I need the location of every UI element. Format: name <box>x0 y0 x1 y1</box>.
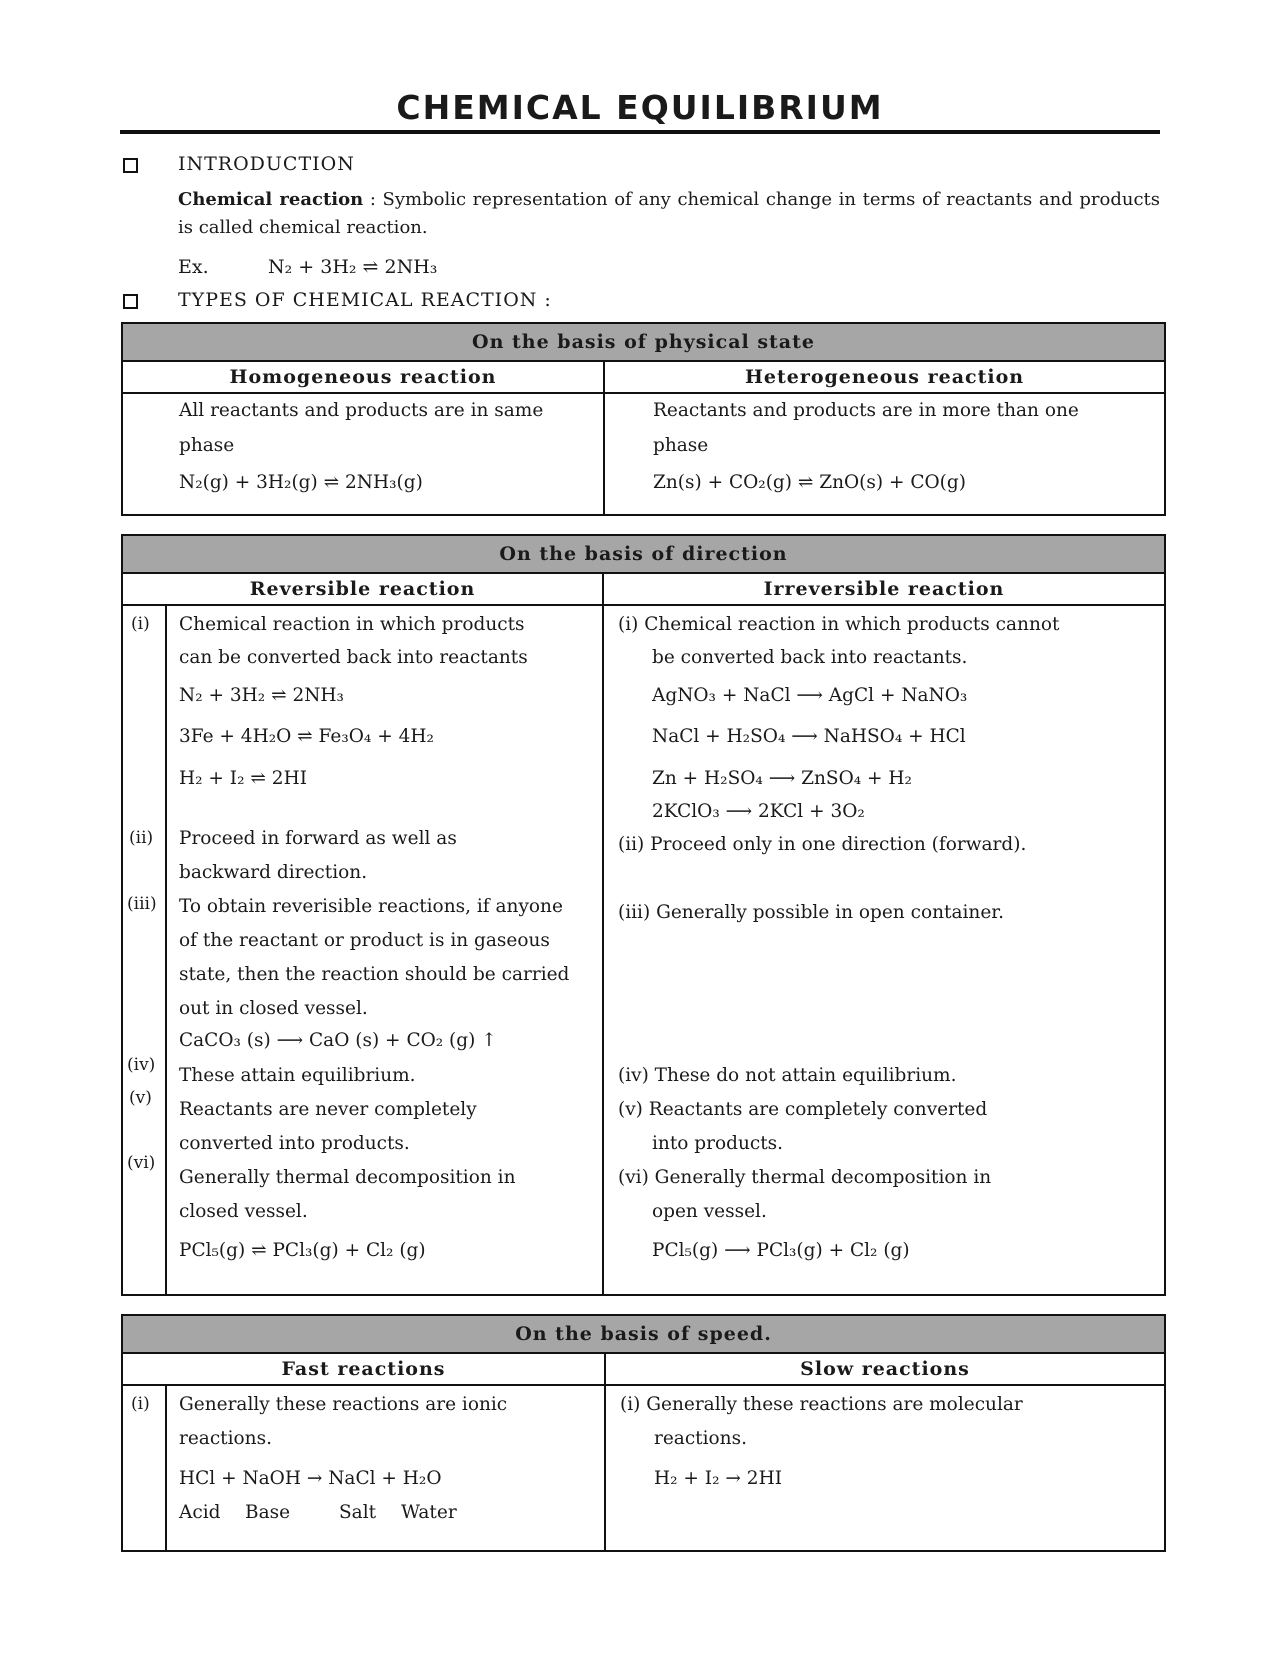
reversible-line: state, then the reaction should be carried <box>179 964 570 985</box>
roman-numeral: (ii) <box>129 828 154 848</box>
slow-line: reactions. <box>654 1428 747 1449</box>
irreversible-equation: AgNO₃ + NaCl ⟶ AgCl + NaNO₃ <box>652 685 968 706</box>
homogeneous-cell <box>122 393 604 515</box>
roman-numeral: (i) <box>131 614 150 634</box>
slow-line: (i) Generally these reactions are molecular <box>620 1394 1023 1415</box>
heterogeneous-cell <box>604 393 1165 515</box>
fast-header: Fast reactions <box>122 1353 605 1385</box>
irreversible-line: (vi) Generally thermal decomposition in <box>618 1167 992 1188</box>
irreversible-line: open vessel. <box>652 1201 767 1222</box>
species-label-water: Water <box>401 1502 457 1523</box>
direction-table <box>121 534 1166 1296</box>
irreversible-equation: Zn + H₂SO₄ ⟶ ZnSO₄ + H₂ <box>652 768 912 789</box>
reversible-line: of the reactant or product is in gaseous <box>179 930 550 951</box>
physical-state-band: On the basis of physical state <box>122 323 1165 361</box>
irreversible-equation: 2KClO₃ ⟶ 2KCl + 3O₂ <box>652 801 865 822</box>
irreversible-line: (ii) Proceed only in one direction (forward). <box>618 834 1027 855</box>
reversible-line: converted into products. <box>179 1133 410 1154</box>
physical-state-table <box>121 322 1166 516</box>
species-label-salt: Salt <box>339 1502 377 1523</box>
reversible-line: Reactants are never completely <box>179 1099 477 1120</box>
reversible-roman-column <box>122 605 166 1295</box>
reversible-equation: H₂ + I₂ ⇌ 2HI <box>179 768 308 789</box>
reversible-line: closed vessel. <box>179 1201 308 1222</box>
checkbox-bullet-icon <box>123 158 138 173</box>
homogeneous-equation: N₂(g) + 3H₂(g) ⇌ 2NH₃(g) <box>179 472 423 493</box>
roman-numeral: (iv) <box>127 1055 156 1075</box>
irreversible-header: Irreversible reaction <box>603 573 1165 605</box>
checkbox-bullet-icon <box>123 294 138 309</box>
irreversible-equation: PCl₅(g) ⟶ PCl₃(g) + Cl₂ (g) <box>652 1240 910 1261</box>
irreversible-line: into products. <box>652 1133 784 1154</box>
definition-term: Chemical reaction <box>178 189 364 210</box>
reversible-equation: N₂ + 3H₂ ⇌ 2NH₃ <box>179 685 344 706</box>
heterogeneous-equation: Zn(s) + CO₂(g) ⇌ ZnO(s) + CO(g) <box>653 472 966 493</box>
slow-header: Slow reactions <box>605 1353 1165 1385</box>
roman-numeral: (iii) <box>127 894 157 914</box>
heterogeneous-text-line: phase <box>653 435 709 456</box>
roman-numeral: (i) <box>131 1394 150 1414</box>
reversible-line: Generally thermal decomposition in <box>179 1167 516 1188</box>
homogeneous-text-line: All reactants and products are in same <box>179 400 544 421</box>
heterogeneous-text-line: Reactants and products are in more than one <box>653 400 1079 421</box>
irreversible-cell <box>603 605 1165 1295</box>
irreversible-equation: NaCl + H₂SO₄ ⟶ NaHSO₄ + HCl <box>652 726 966 747</box>
fast-line: reactions. <box>179 1428 272 1449</box>
introduction-heading: INTRODUCTION <box>178 153 355 175</box>
introduction-definition: Chemical reaction : Symbolic representation of any chemical change in terms of reactants and products is called chemical reaction. <box>178 189 1160 238</box>
page-title: CHEMICAL EQUILIBRIUM <box>396 88 884 127</box>
reversible-line: These attain equilibrium. <box>179 1065 416 1086</box>
species-label-base: Base <box>245 1502 291 1523</box>
reversible-equation: PCl₅(g) ⇌ PCl₃(g) + Cl₂ (g) <box>179 1240 426 1261</box>
example-equation: N₂ + 3H₂ ⇌ 2NH₃ <box>268 256 438 278</box>
reversible-header: Reversible reaction <box>122 573 603 605</box>
fast-cell <box>166 1385 605 1551</box>
reversible-equation: CaCO₃ (s) ⟶ CaO (s) + CO₂ (g) ↑ <box>179 1030 497 1051</box>
title-rule <box>120 130 1160 134</box>
roman-numeral: (v) <box>129 1088 152 1108</box>
heterogeneous-header: Heterogeneous reaction <box>604 361 1165 393</box>
reversible-line: Chemical reaction in which products <box>179 614 525 635</box>
roman-numeral: (vi) <box>127 1153 156 1173</box>
fast-roman-column <box>122 1385 166 1551</box>
reversible-line: Proceed in forward as well as <box>179 828 457 849</box>
reversible-line: To obtain reverisible reactions, if anyone <box>179 896 563 917</box>
homogeneous-header: Homogeneous reaction <box>122 361 604 393</box>
speed-table <box>121 1314 1166 1552</box>
reversible-equation: 3Fe + 4H₂O ⇌ Fe₃O₄ + 4H₂ <box>179 726 434 747</box>
reversible-line: can be converted back into reactants <box>179 647 528 668</box>
irreversible-line: (i) Chemical reaction in which products cannot <box>618 614 1060 635</box>
types-heading: TYPES OF CHEMICAL REACTION : <box>178 289 552 311</box>
slow-equation: H₂ + I₂ → 2HI <box>654 1468 783 1489</box>
irreversible-line: (iii) Generally possible in open container. <box>618 902 1004 923</box>
speed-band: On the basis of speed. <box>122 1315 1165 1353</box>
species-label-acid: Acid <box>179 1502 221 1523</box>
direction-band: On the basis of direction <box>122 535 1165 573</box>
irreversible-line: (iv) These do not attain equilibrium. <box>618 1065 957 1086</box>
reversible-cell <box>166 605 603 1295</box>
irreversible-line: be converted back into reactants. <box>652 647 968 668</box>
reversible-line: out in closed vessel. <box>179 998 368 1019</box>
reversible-line: backward direction. <box>179 862 368 883</box>
example-label: Ex. <box>178 256 209 278</box>
fast-line: Generally these reactions are ionic <box>179 1394 508 1415</box>
irreversible-line: (v) Reactants are completely converted <box>618 1099 988 1120</box>
homogeneous-text-line: phase <box>179 435 235 456</box>
fast-equation: HCl + NaOH → NaCl + H₂O <box>179 1468 442 1489</box>
slow-cell <box>605 1385 1165 1551</box>
definition-text: Symbolic representation of any chemical change in terms of reactants and products is called chemical reaction. <box>178 189 1160 238</box>
